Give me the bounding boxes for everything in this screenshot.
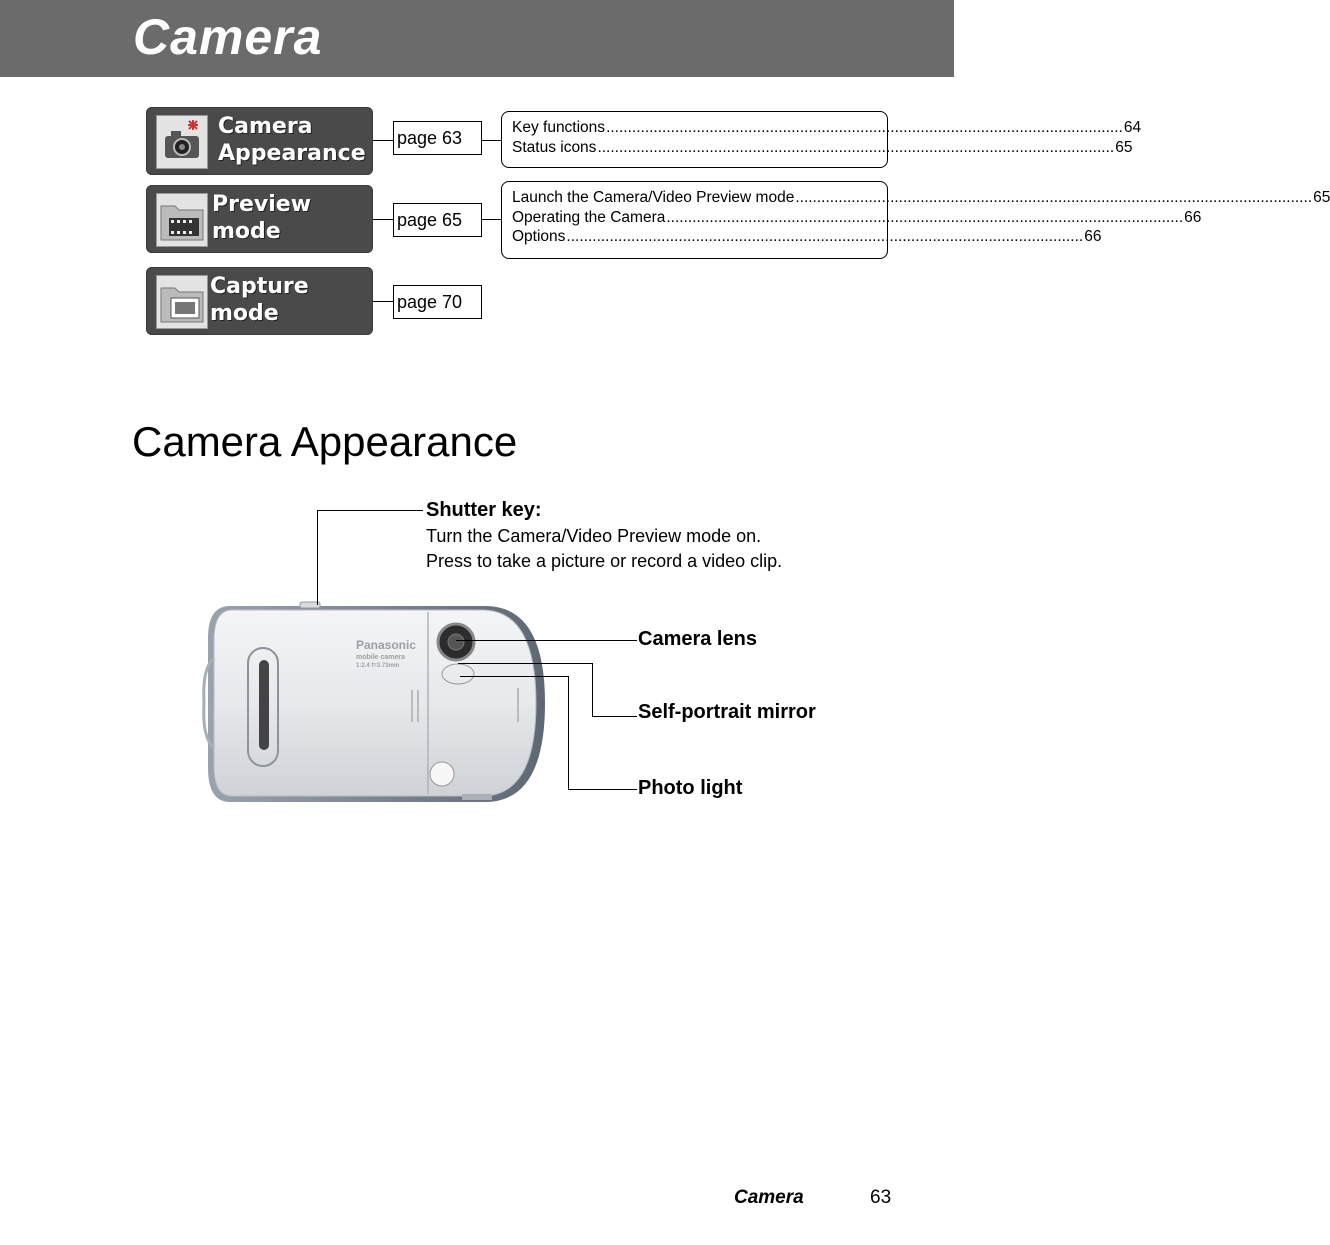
callout-camera-lens: Camera lens <box>638 628 757 650</box>
footer-chapter-label: Camera <box>734 1187 804 1208</box>
camera-device-illustration <box>200 598 550 808</box>
callout-photo-light: Photo light <box>638 777 743 799</box>
leader-line-light <box>568 676 569 789</box>
toc-entry[interactable]: Operating the Camera ........................................................................................................................ 66 <box>512 208 1202 226</box>
tab-label: Camera Appearance <box>218 114 366 166</box>
connector-line <box>482 140 501 141</box>
callout-self-portrait-mirror: Self-portrait mirror <box>638 701 816 723</box>
toc-box-preview <box>501 181 1330 259</box>
chapter-title: Camera <box>133 9 323 65</box>
device-spec: 1:2.4 f=3.73mm <box>356 663 400 669</box>
callout-shutter-line2: Press to take a picture or record a video clip. <box>426 551 783 571</box>
leader-line-mirror <box>592 663 593 716</box>
leader-line-shutter <box>317 510 423 511</box>
tab-label: Capture mode <box>210 274 309 326</box>
callout-shutter-title: Shutter key: <box>426 499 542 521</box>
page-ref-70[interactable]: page 70 <box>393 285 482 319</box>
toc-entry[interactable]: Launch the Camera/Video Preview mode ........................................................................................................................ 65 <box>512 189 1330 206</box>
menu-tab-capture-mode[interactable] <box>146 267 373 335</box>
connector-line <box>482 219 501 220</box>
connector-line <box>373 140 393 141</box>
toc-entry[interactable]: Status icons ........................................................................................................................ 65 <box>512 138 1133 156</box>
tab-label: Preview mode <box>212 192 312 244</box>
leader-line-mirror <box>592 716 637 717</box>
menu-tab-preview-mode[interactable] <box>146 185 373 253</box>
toc-entry[interactable]: Options ........................................................................................................................ 66 <box>512 228 1102 245</box>
section-title: Camera Appearance <box>132 418 518 465</box>
connector-line <box>373 219 393 220</box>
callout-shutter-line1: Turn the Camera/Video Preview mode on. <box>426 526 762 546</box>
page-ref-65[interactable]: page 65 <box>393 203 482 237</box>
leader-line-mirror <box>458 663 592 664</box>
leader-line-light <box>460 676 568 677</box>
toc-entry[interactable]: Key functions ........................................................................................................................ 64 <box>512 119 1142 136</box>
camera-icon <box>156 115 208 169</box>
folder-photo-icon <box>156 275 208 329</box>
leader-line-light <box>568 789 637 790</box>
device-brand: Panasonic <box>356 638 417 652</box>
menu-tab-camera-appearance[interactable] <box>146 107 373 175</box>
toc-box-appearance <box>501 111 1142 168</box>
footer-page-number: 63 <box>870 1187 892 1208</box>
leader-line-lens <box>456 640 637 641</box>
leader-line-shutter <box>317 510 318 605</box>
folder-film-icon <box>156 193 208 247</box>
device-model: mobile camera <box>356 654 406 661</box>
connector-line <box>373 301 393 302</box>
page-ref-63[interactable]: page 63 <box>393 121 482 155</box>
